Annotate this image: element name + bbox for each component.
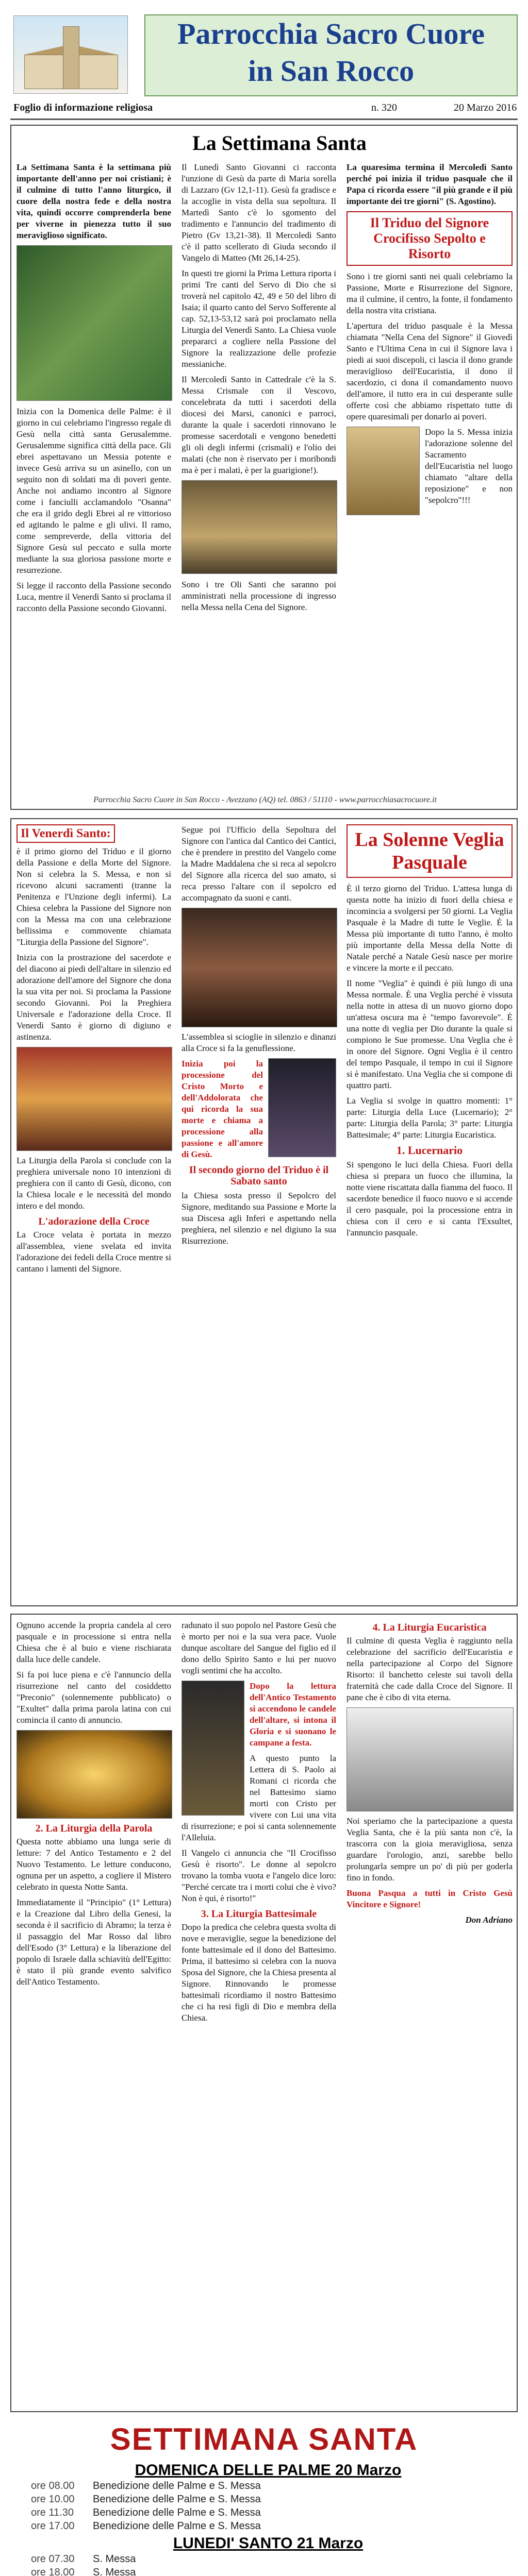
paragraph: Sono i tre giorni santi nei quali celebriamo la Passione, Morte e Risurrezione del Signore, ma il culmine, il centro, la fonte, il fondamento della nostra vita cristiana. xyxy=(346,272,513,315)
risen-christ-image xyxy=(182,1681,244,1816)
column-1 xyxy=(16,1620,171,1992)
paragraph: Inizia con la prostrazione del sacerdote e del diacono ai piedi dell'altare in silenzio ed adorazione dell'amore del Signore che dona la sua vita per noi. Si proclama la Passione secondo Giovanni. Poi la Preghiera Universale e l'adorazione della Croce. Il Venerdì Santo è giorno di digiuno e astinenza. xyxy=(16,953,171,1042)
paragraph: Sono i tre Oli Santi che saranno poi amministrati nella processione di ingresso nella Messa nella Cena del Signore. xyxy=(182,580,336,612)
church-tower-shape xyxy=(63,26,79,89)
subheading: L'adorazione della Croce xyxy=(38,1216,150,1227)
addolorata-image xyxy=(268,1058,336,1157)
subheading: Il secondo giorno del Triduo è il Sabato santo xyxy=(189,1164,329,1187)
paragraph: Il Vangelo ci annuncia che "Il Crocifisso Gesù è risorto". Le donne al sepolcro trovano la tomba vuota e l'angelo dice loro: "Perché cercate tra i morti colui che è vivo? Non è qui, è risorto!" xyxy=(182,1848,336,1903)
paragraph: A questo punto la Lettera di S. Paolo ai Romani ci ricorda che nel Battesimo siamo morti con Cristo per vivere con Lui una vita di risurrezione; e poi si canta solennemente l'Alleluia. xyxy=(182,1753,336,1842)
deposition-image xyxy=(182,908,337,1027)
column-3 xyxy=(346,1620,513,1930)
subheading: 4. La Liturgia Eucaristica xyxy=(372,1622,487,1633)
palm-branches-image xyxy=(16,245,172,401)
chalice-image xyxy=(346,427,420,515)
paragraph: La Veglia si svolge in quattro momenti: 1° parte: Liturgia della Luce (Lucernario); 2° parte: Liturgia della Parola; 3° parte: Liturgia Battesimale; 4° parte: Liturgia Eucaristica. xyxy=(346,1096,513,1140)
schedule-description: Benedizione delle Palme e S. Messa xyxy=(93,2520,261,2532)
paragraph: Si fa poi luce piena e c'è l'annuncio della risurrezione nel canto del cosiddetto "Preconio" (solennemente pubblicato) o "Exultet" dalla prima parola latina con cui comincia il canto di annuncio. xyxy=(16,1670,171,1725)
paragraph: Dopo la predica che celebra questa svolta di nove e meraviglie, segue la benedizione del fonte battesimale ed il dono del Battesimo. Prima, il battesimo si celebra con la nuova Sposa del Signore, che la Chiesa presenta al Signore. Rinnovando le promesse battesimali ricordiamo il nostro Battesimo che ci ha resi figli di Dio e membra della Chiesa. xyxy=(182,1922,336,2023)
column-1 xyxy=(16,162,171,618)
schedule-day-heading: LUNEDI' SANTO 21 Marzo xyxy=(173,2535,364,2552)
schedule-description: S. Messa xyxy=(93,2567,136,2576)
paschal-candle-image xyxy=(16,1730,172,1819)
signature: Don Adriano xyxy=(465,1915,513,1925)
paragraph: Ognuno accende la propria candela al cero pasquale e in processione si entra nella Chiesa che è al buio e viene rischiarata dalla luce delle candele. xyxy=(16,1620,171,1664)
schedule xyxy=(10,2421,518,2576)
title-line-2: in San Rocco xyxy=(248,54,415,88)
subheading: 1. Lucernario xyxy=(396,1144,463,1157)
paragraph: Inizia poi la processione del Cristo Morto e dell'Addolorata che qui ricorda la sua morte e chiama a processione alla passione e all'amore di Gesù. xyxy=(182,1059,263,1159)
schedule-time: ore 18.00 xyxy=(31,2567,75,2576)
schedule-title: SETTIMANA SANTA xyxy=(110,2422,418,2456)
column-2 xyxy=(182,824,336,1251)
paragraph: Si legge il racconto della Passione secondo Luca, mentre il Venerdì Santo si proclama il racconto della Passione secondo Giovanni. xyxy=(16,581,171,613)
schedule-time: ore 11.30 xyxy=(31,2507,74,2518)
bulletin-page xyxy=(10,10,518,2576)
crucifixion-image xyxy=(16,1047,172,1151)
footer-address: Parrocchia Sacro Cuore in San Rocco - Avezzano (AQ) tel. 0863 / 51110 - www.parrocchiasacrocuore.it xyxy=(93,795,437,804)
resurrection-image xyxy=(346,1707,514,1811)
church-logo xyxy=(13,15,128,94)
paragraph: radunato il suo popolo nel Pastore Gesù che è morto per noi e la sua vera pace. Vuole dunque ascoltare del Sangue del figlio ed il dono dello Spirito Santo e lui per nuovo vogli sentimi che ha accolto. xyxy=(182,1620,336,1675)
paragraph: La Croce velata è portata in mezzo all'assemblea, viene svelata ed invita l'adorazione dei fedeli della Croce mentre si cantano i lamenti del Signore. xyxy=(16,1230,171,1274)
paragraph: La Settimana Santa è la settimana più importante dell'anno per noi cristiani; è il culmine di tutto l'anno liturgico, il cuore della nostra fede e della nostra vita, quindi occorre comprenderla bene per viverne in pienezza tutto il suo meraviglioso significato. xyxy=(16,162,171,240)
schedule-description: Benedizione delle Palme e S. Messa xyxy=(93,2494,261,2505)
paragraph: Noi speriamo che la partecipazione a questa Veglia Santa, che è la più santa non c'è, la trascorra con la gioia meravigliosa, senza guardare l'orologio, anzi, sarebbe bello prolungarla sempre un po' di più per goderla fino in fondo. xyxy=(346,1816,513,1883)
paragraph: Il nome "Veglia" è quindi è più lungo di una Messa normale. È una Veglia perché è vissuta nella notte in attesa di un nuovo giorno dopo un'attesa oscura ma è "tempo favorevole". È una notte di veglia per Dio durante la quale si compiono le Sue promesse. Una Veglia che è in onore del Signore. Ogni Veglia è il centro del tempo Pasquale, il tempo in cui il Signore si è manifestato. Una Veglia che si compone di quattro parti. xyxy=(346,978,513,1090)
paragraph: Buona Pasqua a tutti in Cristo Gesù Vincitore e Signore! xyxy=(346,1888,513,1909)
paragraph: la Chiesa sosta presso il Sepolcro del Signore, meditando sua Passione e Morte la sua Discesa agli Inferi e aspettando nella preghiera, nel silenzio e nel digiuno la sua Risurrezione. xyxy=(182,1191,336,1246)
paragraph: La Liturgia della Parola si conclude con la preghiera universale nono 10 intenzioni di preghiera con il canto di Gesù, dicono, con la Chiesa locale e le necessità del mondo intero e del mondo. xyxy=(16,1156,171,1211)
veglia-box xyxy=(346,824,513,878)
paragraph: Il Lunedì Santo Giovanni ci racconta l'unzione di Gesù da parte di Maria sorella di Lazzaro (Gv 12,1-11). Gesù fa gradisce e la accoglie in vista della sua sepoltura. Il Martedì Santo c'è lo sgomento del tradimento e l'annuncio del tradimento di Pietro (Gv 13,21-38). Il Mercoledì Santo c'è il patto scellerato di Giuda secondo il Vangelo di Matteo (Mt 26,14-25). xyxy=(182,162,336,263)
schedule-time: ore 07.30 xyxy=(31,2553,75,2565)
issue-number: n. 320 xyxy=(371,102,397,113)
paragraph: Dopo la lettura dell'Antico Testamento si accendono le candele dell'altare, si intona il Gloria e si suonano le campane a festa. xyxy=(250,1681,336,1748)
column-3 xyxy=(346,162,513,518)
paragraph: Segue poi l'Ufficio della Sepoltura del Signore con l'antica dal Cantico dei Cantici, che è prendere in prestito del Vangelo come la Madre Maddalena che si reca al sepolcro del Signore alla ricerca del suo amato, si reca presso l'altare con il sepolcro ed accompagnato da suoni e canti. xyxy=(182,825,336,903)
paragraph: Il culmine di questa Veglia è raggiunto nella celebrazione del sacrificio dell'Eucaristia e nella partecipazione al Corpo del Signore Risorto: il banchetto celeste sui tavoli della fraternità che cade dalla Croce del Signore. Il pane che è cibo di vita eterna. xyxy=(346,1636,513,1702)
subtitle: Foglio di informazione religiosa xyxy=(13,102,153,113)
column-1 xyxy=(16,824,171,1279)
paragraph: La quaresima termina il Mercoledì Santo perché poi inizia il triduo pasquale che il Papa ci ricorda essere "il più grande e il più importante dei tre giorni" (S. Agostino). xyxy=(346,162,513,206)
triduo-box-title: Il Triduo del Signore Crocifisso Sepolto e Risorto xyxy=(370,215,489,261)
schedule-row xyxy=(31,2520,505,2534)
schedule-row xyxy=(31,2494,505,2507)
venerdi-heading: Il Venerdì Santo: xyxy=(16,824,115,843)
subheading: 2. La Liturgia della Parola xyxy=(35,1823,153,1834)
paragraph: Inizia con la Domenica delle Palme: è il giorno in cui celebriamo l'ingresso regale di Gesù nella città santa Gerusalemme. Gerusalemme significa città della pace. Gli ebrei aspettavano un Messia potente e invece Gesù arriva su un asinello, con un seguito non di soldati ma di poveri gente. Anche noi andiamo incontro al Signore come i fanciulli acclamandolo "Osanna" che era il grido degli Ebrei al re vittorioso ed agitando le palme e gli ulivi. Il ramo, come sempreverde, della vittoria del Signore Gesù sul peccato e sulla morte mediante la sua gloriosa passione morte e resurrezione. xyxy=(16,406,171,575)
column-3 xyxy=(346,824,513,1243)
schedule-row xyxy=(31,2567,505,2576)
section-veglia-continued xyxy=(10,1614,518,2412)
title-box xyxy=(144,14,518,96)
masthead xyxy=(10,10,518,120)
section-venerdi-sabato xyxy=(10,818,518,1606)
paragraph: Questa notte abbiamo una lunga serie di letture: 7 del Antico Testamento e 2 del Nuovo Testamento. Le letture conducono, ognuna per un aspetto, a cogliere il Mistero celebrato in questa Notte Santa. xyxy=(16,1837,171,1892)
schedule-row xyxy=(31,2507,505,2520)
column-2 xyxy=(182,162,336,617)
column-2 xyxy=(182,1620,336,2028)
paragraph: È il terzo giorno del Triduo. L'attesa lunga di questa notte ha inizio di fuori della chiesa e incomincia a svolgersi per 50 giorni. La Veglia Pasquale è la Madre di tutte le Veglie. È la Messa più importante di tutto l'anno, è molto più importante della Messa della Notte di Natale perché a Natale Gesù nasce per morire e vincere la morte e il peccato. xyxy=(346,884,513,973)
schedule-description: Benedizione delle Palme e S. Messa xyxy=(93,2480,261,2492)
issue-date: 20 Marzo 2016 xyxy=(454,102,517,113)
veglia-box-title: La Solenne Veglia Pasquale xyxy=(355,829,504,873)
paragraph: Dopo la S. Messa inizia l'adorazione solenne del Sacramento dell'Eucaristia nel luogo chiamato "altare della reposizione" e non "sepolcro"!!! xyxy=(425,427,513,505)
schedule-list-settimana xyxy=(31,2461,505,2576)
holy-oils-image xyxy=(182,480,337,574)
paragraph: è il primo giorno del Triduo e il giorno della Passione e della Morte del Signore. Non si celebra la S. Messa, e non si ricevono alcuni sacramenti (tranne la Penitenza e l'Unzione degli infermi). La Chiesa celebra la Passione del Signore non con la Messa ma con una celebrazione bellissima e commovente chiamata "Liturgia della Passione del Signore". xyxy=(16,846,171,947)
section-settimana-santa xyxy=(10,125,518,810)
paragraph: Immediatamente il "Principio" (1° Lettura) e la Creazione dal Libro della Genesi, la seconda è il sacrificio di Abramo; la terza è il passaggio del Mar Rosso dal libro dell'Esodo (3° Lettura) e la liberazione del popolo di Israele dalla schiavitù dell'Egitto: è stato il più grande evento salvifico dell'Antico Testamento. xyxy=(16,1897,171,1987)
schedule-time: ore 10.00 xyxy=(31,2494,75,2505)
paragraph: Il Mercoledì Santo in Cattedrale c'è la S. Messa Crismale con il Vescovo, concelebrata da tutti i sacerdoti della diocesi dei Marsi, canonici e parroci, durante la quale i sacerdoti rinnovano le promesse sacerdotali e vengono benedetti gli oli degli infermi (crismali) e l'olio dei malati (che non è riservato per i moribondi ma è per i malati, è per la guarigione!). xyxy=(182,375,336,475)
schedule-time: ore 08.00 xyxy=(31,2480,75,2492)
paragraph: L'assemblea si scioglie in silenzio e dinanzi alla Croce si fa la genuflessione. xyxy=(182,1032,336,1053)
schedule-time: ore 17.00 xyxy=(31,2520,75,2532)
title-line-1: Parrocchia Sacro Cuore xyxy=(177,17,485,50)
schedule-day-heading: DOMENICA DELLE PALME 20 Marzo xyxy=(135,2462,402,2479)
schedule-description: S. Messa xyxy=(93,2553,136,2565)
paragraph: In questi tre giorni la Prima Lettura riporta i primi Tre canti del Servo di Dio che si troverà nel capitolo 42, 49 e 50 del libro di Isaia; il quarto canto del Servo Sofferente al cap. 52,13-53,12 sarà poi proclamato nella Liturgia del Venerdì Santo. La Chiesa vuole prepararci a cogliere nella Passione del Signore la realizzazione delle profezie messianiche. xyxy=(182,268,336,369)
paragraph: Si spengono le luci della Chiesa. Fuori della chiesa si prepara un fuoco che illumina, la notte viene riscattata dalla fiamma del fuoco. Il sacerdote benedice il fuoco nuovo e si accende il cero pasquale, poi la processione entra in chiesa con il cero e si canta l'Exsultet, l'annuncio pasquale. xyxy=(346,1160,513,1238)
subheading: 3. La Liturgia Battesimale xyxy=(201,1908,317,1920)
schedule-row xyxy=(31,2553,505,2567)
section-heading: La Settimana Santa xyxy=(192,131,367,155)
schedule-description: Benedizione delle Palme e S. Messa xyxy=(93,2507,261,2518)
schedule-row xyxy=(31,2480,505,2494)
paragraph: L'apertura del triduo pasquale è la Messa chiamata "Nella Cena del Signore" il Giovedì Santo e l'Ultima Cena in cui il Signore lava i piedi ai suoi discepoli, ci lascia il dono grande meraviglioso dell'Eucaristia, il dono il sacerdozio, ci dona il comandamento nuovo dell'amore, il tutto era in cui desperante sulle offerte così che abbiamo rispettato tutte di opere quaresimali per donarlo ai poveri. xyxy=(346,321,513,421)
triduo-box xyxy=(346,211,513,266)
